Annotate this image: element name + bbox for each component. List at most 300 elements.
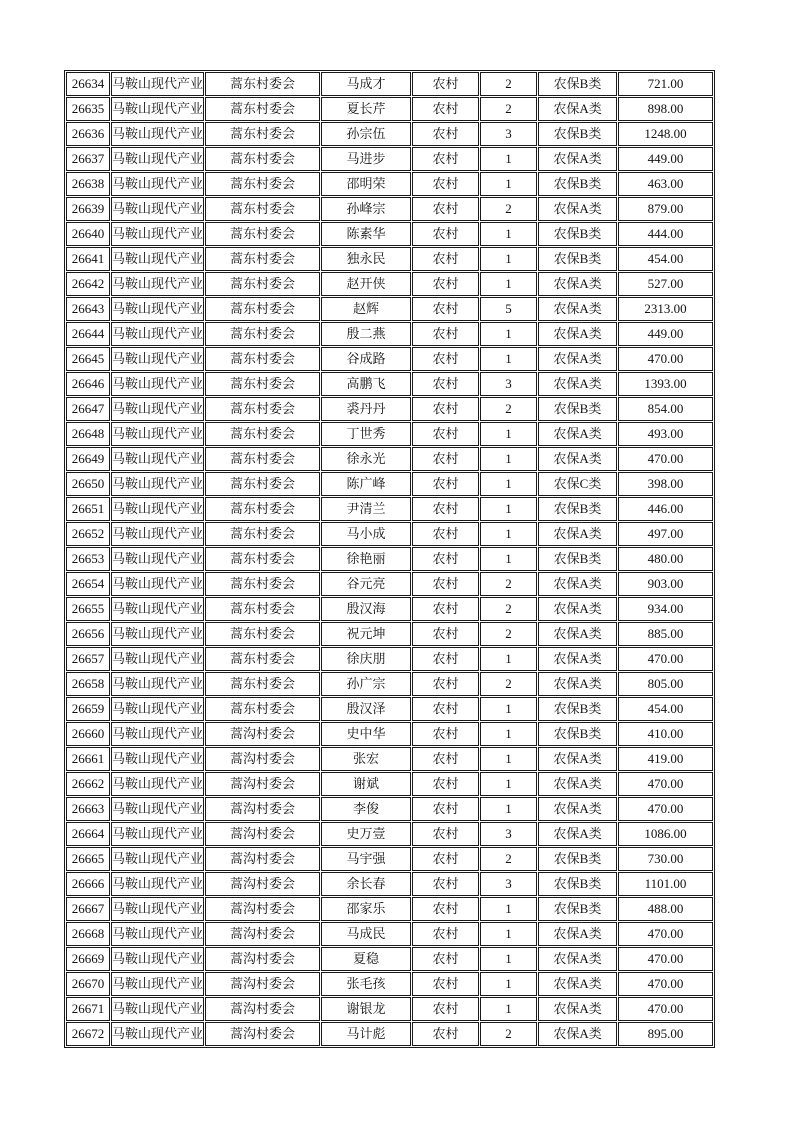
cell-residence-type: 农村 <box>412 547 479 571</box>
cell-employer <box>111 997 204 1021</box>
cell-serial-number: 26649 <box>66 447 110 471</box>
cell-employer <box>111 297 204 321</box>
table-row <box>66 172 713 196</box>
cell-insurance-category: 农保A类 <box>538 522 617 546</box>
cell-employer <box>111 672 204 696</box>
cell-person-name: 李俊 <box>321 797 411 821</box>
cell-residence-type: 农村 <box>412 697 479 721</box>
cell-insurance-category: 农保B类 <box>538 547 617 571</box>
cell-person-count: 2 <box>480 197 537 221</box>
cell-amount: 444.00 <box>618 222 713 246</box>
cell-serial-number: 26646 <box>66 372 110 396</box>
cell-person-count: 3 <box>480 372 537 396</box>
cell-person-count: 1 <box>480 247 537 271</box>
cell-village-committee: 蒿东村委会 <box>205 297 320 321</box>
cell-employer <box>111 597 204 621</box>
employer-clipped-text: 马鞍山现代产业 <box>112 751 204 766</box>
cell-village-committee: 蒿东村委会 <box>205 147 320 171</box>
cell-residence-type: 农村 <box>412 572 479 596</box>
cell-person-count: 1 <box>480 347 537 371</box>
cell-person-count: 1 <box>480 922 537 946</box>
cell-person-count: 1 <box>480 972 537 996</box>
cell-insurance-category: 农保A类 <box>538 947 617 971</box>
cell-employer <box>111 272 204 296</box>
cell-residence-type: 农村 <box>412 747 479 771</box>
cell-person-count: 2 <box>480 97 537 121</box>
cell-village-committee: 蒿东村委会 <box>205 247 320 271</box>
cell-employer <box>111 622 204 646</box>
cell-person-name: 裘丹丹 <box>321 397 411 421</box>
cell-insurance-category: 农保A类 <box>538 572 617 596</box>
cell-residence-type: 农村 <box>412 222 479 246</box>
table-row <box>66 847 713 871</box>
employer-clipped-text: 马鞍山现代产业 <box>112 926 204 941</box>
cell-village-committee: 蒿东村委会 <box>205 572 320 596</box>
cell-person-count: 3 <box>480 822 537 846</box>
cell-village-committee: 蒿沟村委会 <box>205 722 320 746</box>
cell-insurance-category: 农保B类 <box>538 397 617 421</box>
cell-serial-number: 26670 <box>66 972 110 996</box>
cell-village-committee: 蒿东村委会 <box>205 97 320 121</box>
cell-village-committee: 蒿东村委会 <box>205 422 320 446</box>
cell-person-name: 尹清兰 <box>321 497 411 521</box>
table-row <box>66 472 713 496</box>
table-row <box>66 247 713 271</box>
cell-person-name: 殷二燕 <box>321 322 411 346</box>
cell-serial-number: 26656 <box>66 622 110 646</box>
cell-residence-type: 农村 <box>412 322 479 346</box>
cell-person-count: 1 <box>480 147 537 171</box>
cell-village-committee: 蒿东村委会 <box>205 172 320 196</box>
cell-residence-type: 农村 <box>412 622 479 646</box>
table-row <box>66 697 713 721</box>
cell-serial-number: 26672 <box>66 1022 110 1046</box>
cell-insurance-category: 农保B类 <box>538 222 617 246</box>
employer-clipped-text: 马鞍山现代产业 <box>112 701 204 716</box>
cell-employer <box>111 872 204 896</box>
cell-insurance-category: 农保B类 <box>538 247 617 271</box>
cell-employer <box>111 1022 204 1046</box>
cell-amount: 480.00 <box>618 547 713 571</box>
cell-amount: 527.00 <box>618 272 713 296</box>
cell-insurance-category: 农保B类 <box>538 872 617 896</box>
employer-clipped-text: 马鞍山现代产业 <box>112 826 204 841</box>
cell-person-count: 3 <box>480 872 537 896</box>
cell-insurance-category: 农保A类 <box>538 297 617 321</box>
cell-person-name: 陈广峰 <box>321 472 411 496</box>
cell-serial-number: 26637 <box>66 147 110 171</box>
cell-person-name: 陈素华 <box>321 222 411 246</box>
cell-residence-type: 农村 <box>412 497 479 521</box>
cell-amount: 730.00 <box>618 847 713 871</box>
cell-village-committee: 蒿沟村委会 <box>205 747 320 771</box>
cell-person-name: 马宇强 <box>321 847 411 871</box>
cell-serial-number: 26661 <box>66 747 110 771</box>
cell-village-committee: 蒿东村委会 <box>205 497 320 521</box>
cell-serial-number: 26663 <box>66 797 110 821</box>
cell-serial-number: 26650 <box>66 472 110 496</box>
table-row <box>66 222 713 246</box>
cell-amount: 463.00 <box>618 172 713 196</box>
cell-residence-type: 农村 <box>412 247 479 271</box>
cell-employer <box>111 397 204 421</box>
cell-person-count: 1 <box>480 747 537 771</box>
employer-clipped-text: 马鞍山现代产业 <box>112 976 204 991</box>
cell-village-committee: 蒿东村委会 <box>205 447 320 471</box>
cell-amount: 398.00 <box>618 472 713 496</box>
cell-residence-type: 农村 <box>412 172 479 196</box>
cell-person-name: 马计彪 <box>321 1022 411 1046</box>
table-row <box>66 897 713 921</box>
cell-amount: 879.00 <box>618 197 713 221</box>
cell-person-name: 徐永光 <box>321 447 411 471</box>
table-row <box>66 297 713 321</box>
cell-serial-number: 26644 <box>66 322 110 346</box>
cell-person-name: 孙宗伍 <box>321 122 411 146</box>
cell-insurance-category: 农保B类 <box>538 497 617 521</box>
cell-serial-number: 26666 <box>66 872 110 896</box>
cell-insurance-category: 农保A类 <box>538 972 617 996</box>
cell-employer <box>111 472 204 496</box>
cell-person-count: 1 <box>480 272 537 296</box>
cell-amount: 454.00 <box>618 247 713 271</box>
cell-village-committee: 蒿沟村委会 <box>205 772 320 796</box>
table-row <box>66 1022 713 1046</box>
employer-clipped-text: 马鞍山现代产业 <box>112 301 204 316</box>
cell-village-committee: 蒿东村委会 <box>205 322 320 346</box>
cell-amount: 470.00 <box>618 447 713 471</box>
cell-employer <box>111 372 204 396</box>
cell-amount: 419.00 <box>618 747 713 771</box>
table-row <box>66 372 713 396</box>
employer-clipped-text: 马鞍山现代产业 <box>112 526 204 541</box>
cell-village-committee: 蒿沟村委会 <box>205 822 320 846</box>
employer-clipped-text: 马鞍山现代产业 <box>112 801 204 816</box>
cell-serial-number: 26647 <box>66 397 110 421</box>
cell-insurance-category: 农保B类 <box>538 847 617 871</box>
cell-village-committee: 蒿沟村委会 <box>205 922 320 946</box>
cell-person-name: 夏稳 <box>321 947 411 971</box>
cell-employer <box>111 722 204 746</box>
table-row <box>66 272 713 296</box>
cell-village-committee: 蒿东村委会 <box>205 672 320 696</box>
cell-residence-type: 农村 <box>412 922 479 946</box>
cell-serial-number: 26657 <box>66 647 110 671</box>
cell-amount: 1248.00 <box>618 122 713 146</box>
cell-employer <box>111 772 204 796</box>
cell-serial-number: 26668 <box>66 922 110 946</box>
table-row <box>66 922 713 946</box>
cell-person-count: 1 <box>480 497 537 521</box>
cell-person-name: 殷汉泽 <box>321 697 411 721</box>
cell-employer <box>111 97 204 121</box>
cell-employer <box>111 72 204 96</box>
cell-person-count: 2 <box>480 622 537 646</box>
table-row <box>66 997 713 1021</box>
employer-clipped-text: 马鞍山现代产业 <box>112 151 204 166</box>
cell-residence-type: 农村 <box>412 197 479 221</box>
cell-employer <box>111 847 204 871</box>
cell-serial-number: 26665 <box>66 847 110 871</box>
cell-amount: 449.00 <box>618 322 713 346</box>
cell-amount: 885.00 <box>618 622 713 646</box>
cell-residence-type: 农村 <box>412 297 479 321</box>
cell-person-count: 1 <box>480 697 537 721</box>
cell-amount: 1101.00 <box>618 872 713 896</box>
cell-employer <box>111 497 204 521</box>
cell-person-name: 殷汉海 <box>321 597 411 621</box>
cell-person-name: 孙广宗 <box>321 672 411 696</box>
cell-employer <box>111 547 204 571</box>
cell-person-count: 1 <box>480 222 537 246</box>
cell-serial-number: 26653 <box>66 547 110 571</box>
cell-amount: 898.00 <box>618 97 713 121</box>
cell-residence-type: 农村 <box>412 122 479 146</box>
cell-serial-number: 26643 <box>66 297 110 321</box>
cell-village-committee: 蒿东村委会 <box>205 472 320 496</box>
cell-insurance-category: 农保A类 <box>538 772 617 796</box>
cell-person-name: 马成才 <box>321 72 411 96</box>
cell-village-committee: 蒿沟村委会 <box>205 847 320 871</box>
cell-serial-number: 26640 <box>66 222 110 246</box>
employer-clipped-text: 马鞍山现代产业 <box>112 726 204 741</box>
cell-employer <box>111 697 204 721</box>
table-row <box>66 347 713 371</box>
cell-serial-number: 26651 <box>66 497 110 521</box>
cell-serial-number: 26635 <box>66 97 110 121</box>
cell-amount: 854.00 <box>618 397 713 421</box>
employer-clipped-text: 马鞍山现代产业 <box>112 1001 204 1016</box>
table-row <box>66 97 713 121</box>
cell-insurance-category: 农保C类 <box>538 472 617 496</box>
cell-person-count: 1 <box>480 447 537 471</box>
cell-residence-type: 农村 <box>412 872 479 896</box>
cell-serial-number: 26669 <box>66 947 110 971</box>
cell-village-committee: 蒿东村委会 <box>205 647 320 671</box>
cell-person-count: 1 <box>480 547 537 571</box>
cell-person-name: 徐庆朋 <box>321 647 411 671</box>
cell-insurance-category: 农保B类 <box>538 122 617 146</box>
cell-serial-number: 26648 <box>66 422 110 446</box>
cell-serial-number: 26652 <box>66 522 110 546</box>
employer-clipped-text: 马鞍山现代产业 <box>112 351 204 366</box>
cell-residence-type: 农村 <box>412 822 479 846</box>
cell-serial-number: 26655 <box>66 597 110 621</box>
cell-person-name: 史万壹 <box>321 822 411 846</box>
employer-clipped-text: 马鞍山现代产业 <box>112 276 204 291</box>
cell-village-committee: 蒿东村委会 <box>205 547 320 571</box>
cell-person-count: 1 <box>480 522 537 546</box>
cell-serial-number: 26642 <box>66 272 110 296</box>
cell-village-committee: 蒿东村委会 <box>205 697 320 721</box>
cell-village-committee: 蒿沟村委会 <box>205 797 320 821</box>
table-row <box>66 822 713 846</box>
employer-clipped-text: 马鞍山现代产业 <box>112 576 204 591</box>
cell-insurance-category: 农保A类 <box>538 347 617 371</box>
employer-clipped-text: 马鞍山现代产业 <box>112 776 204 791</box>
cell-employer <box>111 197 204 221</box>
cell-insurance-category: 农保A类 <box>538 147 617 171</box>
employer-clipped-text: 马鞍山现代产业 <box>112 476 204 491</box>
cell-amount: 410.00 <box>618 722 713 746</box>
cell-insurance-category: 农保B类 <box>538 722 617 746</box>
cell-amount: 488.00 <box>618 897 713 921</box>
cell-amount: 470.00 <box>618 972 713 996</box>
employer-clipped-text: 马鞍山现代产业 <box>112 626 204 641</box>
cell-person-name: 张宏 <box>321 747 411 771</box>
cell-person-name: 马进步 <box>321 147 411 171</box>
cell-employer <box>111 347 204 371</box>
cell-village-committee: 蒿沟村委会 <box>205 947 320 971</box>
cell-residence-type: 农村 <box>412 672 479 696</box>
cell-residence-type: 农村 <box>412 847 479 871</box>
table-row <box>66 622 713 646</box>
cell-insurance-category: 农保B类 <box>538 172 617 196</box>
table-row <box>66 972 713 996</box>
table-row <box>66 872 713 896</box>
cell-amount: 454.00 <box>618 697 713 721</box>
cell-person-name: 赵开侠 <box>321 272 411 296</box>
employer-clipped-text: 马鞍山现代产业 <box>112 126 204 141</box>
cell-residence-type: 农村 <box>412 772 479 796</box>
cell-amount: 470.00 <box>618 772 713 796</box>
cell-village-committee: 蒿东村委会 <box>205 347 320 371</box>
cell-employer <box>111 947 204 971</box>
cell-person-count: 1 <box>480 947 537 971</box>
cell-residence-type: 农村 <box>412 897 479 921</box>
table-row <box>66 397 713 421</box>
cell-person-count: 3 <box>480 122 537 146</box>
table-row <box>66 522 713 546</box>
cell-insurance-category: 农保A类 <box>538 622 617 646</box>
cell-insurance-category: 农保A类 <box>538 1022 617 1046</box>
cell-amount: 1393.00 <box>618 372 713 396</box>
cell-serial-number: 26634 <box>66 72 110 96</box>
cell-employer <box>111 647 204 671</box>
cell-residence-type: 农村 <box>412 947 479 971</box>
cell-person-name: 马成民 <box>321 922 411 946</box>
employer-clipped-text: 马鞍山现代产业 <box>112 376 204 391</box>
employer-clipped-text: 马鞍山现代产业 <box>112 426 204 441</box>
cell-village-committee: 蒿沟村委会 <box>205 997 320 1021</box>
cell-employer <box>111 172 204 196</box>
cell-village-committee: 蒿沟村委会 <box>205 1022 320 1046</box>
cell-amount: 895.00 <box>618 1022 713 1046</box>
cell-employer <box>111 822 204 846</box>
cell-person-name: 谷成路 <box>321 347 411 371</box>
cell-amount: 470.00 <box>618 347 713 371</box>
cell-person-name: 丁世秀 <box>321 422 411 446</box>
cell-amount: 470.00 <box>618 997 713 1021</box>
table-body <box>66 72 713 1046</box>
cell-insurance-category: 农保A类 <box>538 672 617 696</box>
cell-insurance-category: 农保A类 <box>538 97 617 121</box>
employer-clipped-text: 马鞍山现代产业 <box>112 251 204 266</box>
cell-amount: 470.00 <box>618 797 713 821</box>
cell-person-count: 2 <box>480 847 537 871</box>
cell-serial-number: 26636 <box>66 122 110 146</box>
employer-clipped-text: 马鞍山现代产业 <box>112 401 204 416</box>
employer-clipped-text: 马鞍山现代产业 <box>112 651 204 666</box>
table-row <box>66 197 713 221</box>
cell-person-count: 1 <box>480 647 537 671</box>
cell-village-committee: 蒿东村委会 <box>205 372 320 396</box>
cell-person-count: 1 <box>480 797 537 821</box>
table-row <box>66 597 713 621</box>
cell-employer <box>111 972 204 996</box>
cell-person-name: 徐艳丽 <box>321 547 411 571</box>
cell-insurance-category: 农保A类 <box>538 272 617 296</box>
cell-village-committee: 蒿沟村委会 <box>205 972 320 996</box>
cell-residence-type: 农村 <box>412 422 479 446</box>
employer-clipped-text: 马鞍山现代产业 <box>112 876 204 891</box>
cell-village-committee: 蒿东村委会 <box>205 622 320 646</box>
table-row <box>66 772 713 796</box>
table-row <box>66 647 713 671</box>
cell-residence-type: 农村 <box>412 472 479 496</box>
employer-clipped-text: 马鞍山现代产业 <box>112 951 204 966</box>
cell-serial-number: 26667 <box>66 897 110 921</box>
cell-serial-number: 26638 <box>66 172 110 196</box>
cell-person-count: 1 <box>480 772 537 796</box>
cell-person-name: 赵辉 <box>321 297 411 321</box>
cell-insurance-category: 农保A类 <box>538 647 617 671</box>
cell-person-count: 5 <box>480 297 537 321</box>
table-row <box>66 122 713 146</box>
table-row <box>66 722 713 746</box>
cell-serial-number: 26645 <box>66 347 110 371</box>
cell-employer <box>111 897 204 921</box>
cell-residence-type: 农村 <box>412 147 479 171</box>
employer-clipped-text: 马鞍山现代产业 <box>112 176 204 191</box>
cell-person-count: 1 <box>480 472 537 496</box>
cell-person-count: 2 <box>480 397 537 421</box>
cell-employer <box>111 147 204 171</box>
cell-residence-type: 农村 <box>412 72 479 96</box>
cell-insurance-category: 农保A类 <box>538 197 617 221</box>
employer-clipped-text: 马鞍山现代产业 <box>112 501 204 516</box>
cell-serial-number: 26660 <box>66 722 110 746</box>
cell-serial-number: 26662 <box>66 772 110 796</box>
cell-insurance-category: 农保A类 <box>538 822 617 846</box>
cell-insurance-category: 农保A类 <box>538 747 617 771</box>
cell-person-name: 邵明荣 <box>321 172 411 196</box>
cell-person-count: 1 <box>480 997 537 1021</box>
cell-person-name: 谢斌 <box>321 772 411 796</box>
cell-person-name: 余长春 <box>321 872 411 896</box>
cell-person-name: 独永民 <box>321 247 411 271</box>
cell-employer <box>111 222 204 246</box>
employer-clipped-text: 马鞍山现代产业 <box>112 201 204 216</box>
cell-serial-number: 26658 <box>66 672 110 696</box>
cell-residence-type: 农村 <box>412 347 479 371</box>
cell-person-name: 夏长芹 <box>321 97 411 121</box>
cell-serial-number: 26654 <box>66 572 110 596</box>
cell-person-name: 孙峰宗 <box>321 197 411 221</box>
cell-employer <box>111 922 204 946</box>
cell-employer <box>111 747 204 771</box>
cell-residence-type: 农村 <box>412 797 479 821</box>
table-row <box>66 72 713 96</box>
cell-village-committee: 蒿沟村委会 <box>205 897 320 921</box>
cell-village-committee: 蒿沟村委会 <box>205 872 320 896</box>
cell-amount: 449.00 <box>618 147 713 171</box>
cell-serial-number: 26639 <box>66 197 110 221</box>
cell-insurance-category: 农保B类 <box>538 72 617 96</box>
cell-employer <box>111 572 204 596</box>
table-row <box>66 747 713 771</box>
cell-employer <box>111 522 204 546</box>
